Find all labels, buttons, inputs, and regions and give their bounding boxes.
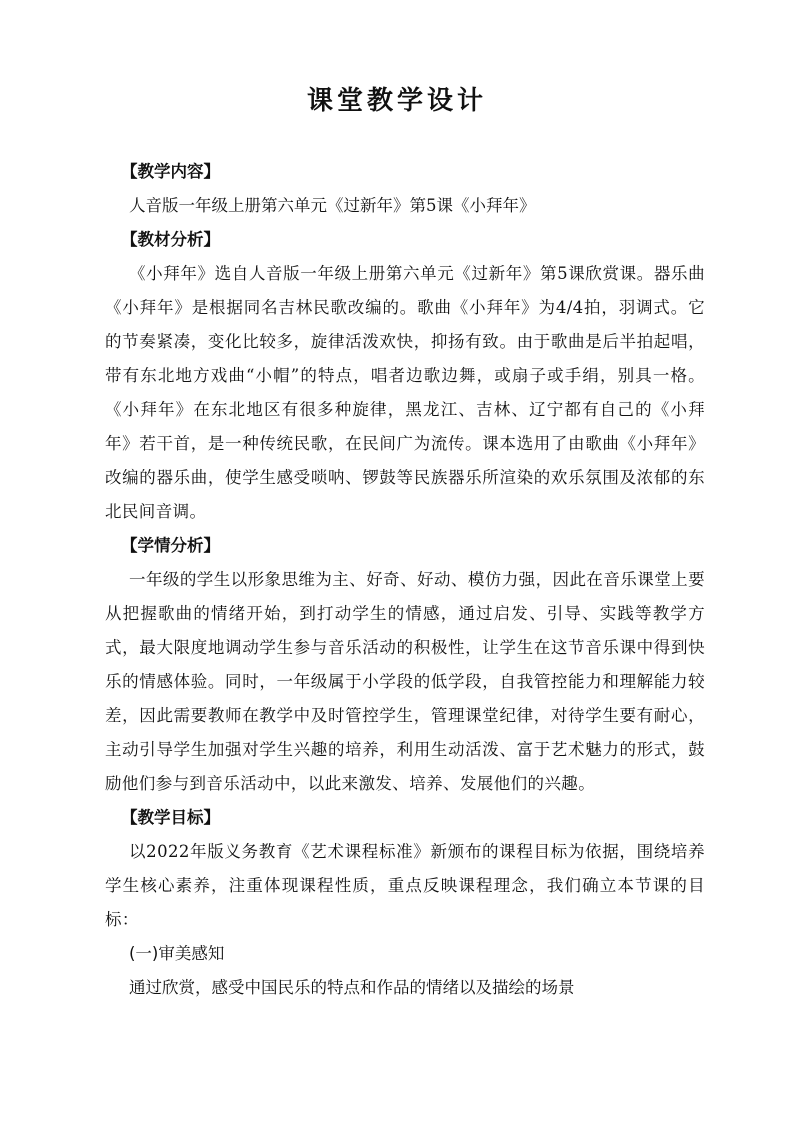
goal-subheading-aesthetic: (一)审美感知 (129, 944, 225, 963)
goal-aesthetic-text: 通过欣赏，感受中国民乐的特点和作品的情绪以及描绘的场景 (129, 978, 575, 997)
section-heading-material: 【教材分析】 (121, 230, 220, 249)
material-analysis-text: 《小拜年》选自人音版一年级上册第六单元《过新年》第5课欣赏课。器乐曲《小拜年》是根据同名吉林民歌改编的。歌曲《小拜年》为4/4拍，羽调式。它的节奏紧凑，变化比较多，旋律活泼欢快，抑扬有致。由于歌曲是后半拍起唱，带有东北地方戏曲“小帽”的特点，唱者边歌边舞，或扇子或手绢，别具一格。《小拜年》在东北地区有很多种旋律，黑龙江、吉林、辽宁都有自己的《小拜年》若干首，是一种传统民歌，在民间广为流传。课本选用了由歌曲《小拜年》改编的器乐曲，使学生感受唢呐、锣鼓等民族器乐所渲染的欢乐氛围及浓郁的东北民间音调。 (105, 264, 705, 521)
student-analysis-text: 一年级的学生以形象思维为主、好奇、好动、模仿力强，因此在音乐课堂上要从把握歌曲的情绪开始，到打动学生的情感，通过启发、引导、实践等教学方式，最大限度地调动学生参与音乐活动的积极性，让学生在这节音乐课中得到快乐的情感体验。同时，一年级属于小学段的低学段，自我管控能力和理解能力较差，因此需要教师在教学中及时管控学生，管理课堂纪律，对待学生要有耐心，主动引导学生加强对学生兴趣的培养，利用生动活泼、富于艺术魅力的形式，鼓励他们参与到音乐活动中，以此来激发、培养、发展他们的兴趣。 (105, 570, 705, 793)
section-heading-goal: 【教学目标】 (121, 808, 220, 827)
page-title: 课堂教学设计 (306, 86, 487, 116)
section-heading-content: 【教学内容】 (121, 162, 220, 181)
content-text: 人音版一年级上册第六单元《过新年》第5课《小拜年》 (129, 196, 536, 215)
section-heading-student: 【学情分析】 (121, 536, 220, 555)
document-body (105, 155, 705, 1005)
goal-text: 以2022年版义务教育《艺术课程标准》新颁布的课程目标为依据，围绕培养学生核心素养，注重体现课程性质，重点反映课程理念，我们确立本节课的目标： (105, 842, 705, 929)
